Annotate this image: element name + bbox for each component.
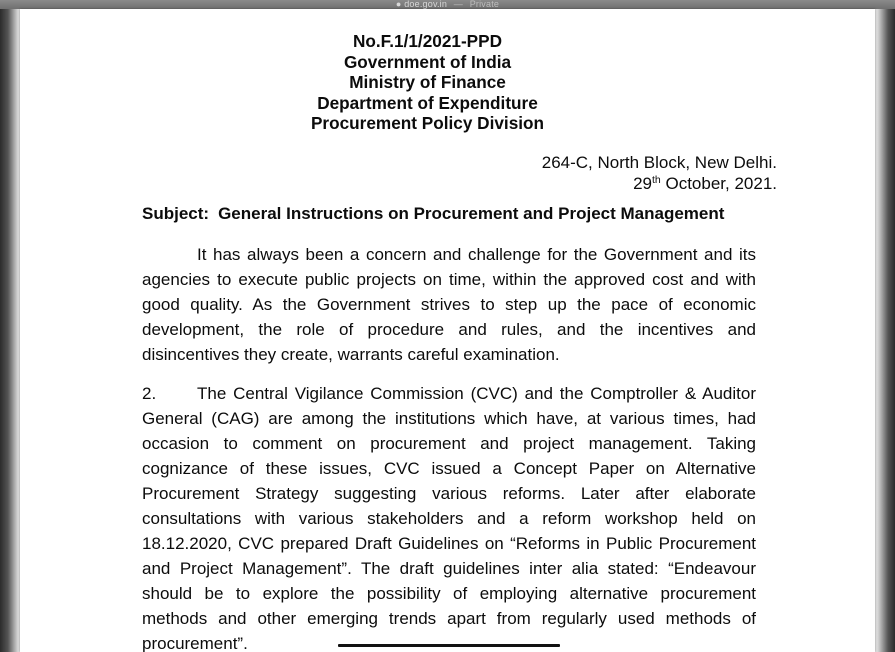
date-suffix: th	[651, 174, 661, 186]
handwritten-underline	[338, 644, 560, 647]
file-number: No.F.1/1/2021-PPD	[352, 31, 503, 51]
url-text: doe.gov.in	[404, 0, 448, 9]
subject-label: Subject:	[142, 204, 210, 223]
subject-line	[142, 203, 724, 224]
division-name: Procurement Policy Division	[310, 113, 545, 133]
paragraph-2-text: The Central Vigilance Commission (CVC) and the Comptroller & Auditor General (CAG) are among the institutions which have, at various times, had occasion to comment on procurement and project management. Taking cognizance of these issues, CVC issued a Concept Paper on Alternative Procurement Strategy suggesting various reforms. Later after elaborate consultations with various stakeholders and a reform workshop held on 18.12.2020, CVC prepared Draft Guidelines on “Reforms in Public Procurement and Project Management”. The draft guidelines inter alia stated: “Endeavour should be to explore the possibility of employing alternative procurement methods and other emerging trends apart from regularly used methods of procurement”.	[142, 384, 756, 652]
browser-top-bar	[0, 0, 895, 9]
paragraph-2	[142, 381, 756, 652]
date-rest: October, 2021.	[660, 174, 777, 193]
url-indicator[interactable]: ● doe.gov.in — Private	[395, 0, 500, 9]
date-day: 29	[633, 174, 652, 193]
letter-date	[542, 173, 777, 194]
letterhead	[20, 31, 875, 134]
address-block	[542, 152, 777, 194]
lock-icon: ●	[395, 0, 402, 9]
subject-text: General Instructions on Procurement and Project Management	[218, 204, 725, 223]
government-name: Government of India	[343, 51, 512, 72]
document-page	[20, 9, 875, 652]
paragraph-number: 2.	[142, 384, 157, 403]
private-badge: Private	[469, 0, 500, 9]
paragraph-1: It has always been a concern and challenge for the Government and its agencies to execute public projects on time, within the approved cost and with good quality. As the Government strives to step up the pace of economic development, the role of procedure and rules, and the incentives and disincentives they create, warrants careful examination.	[142, 245, 756, 364]
ministry-name: Ministry of Finance	[349, 72, 506, 92]
department-name: Department of Expenditure	[317, 92, 538, 113]
address-location: 264-C, North Block, New Delhi.	[541, 153, 777, 172]
